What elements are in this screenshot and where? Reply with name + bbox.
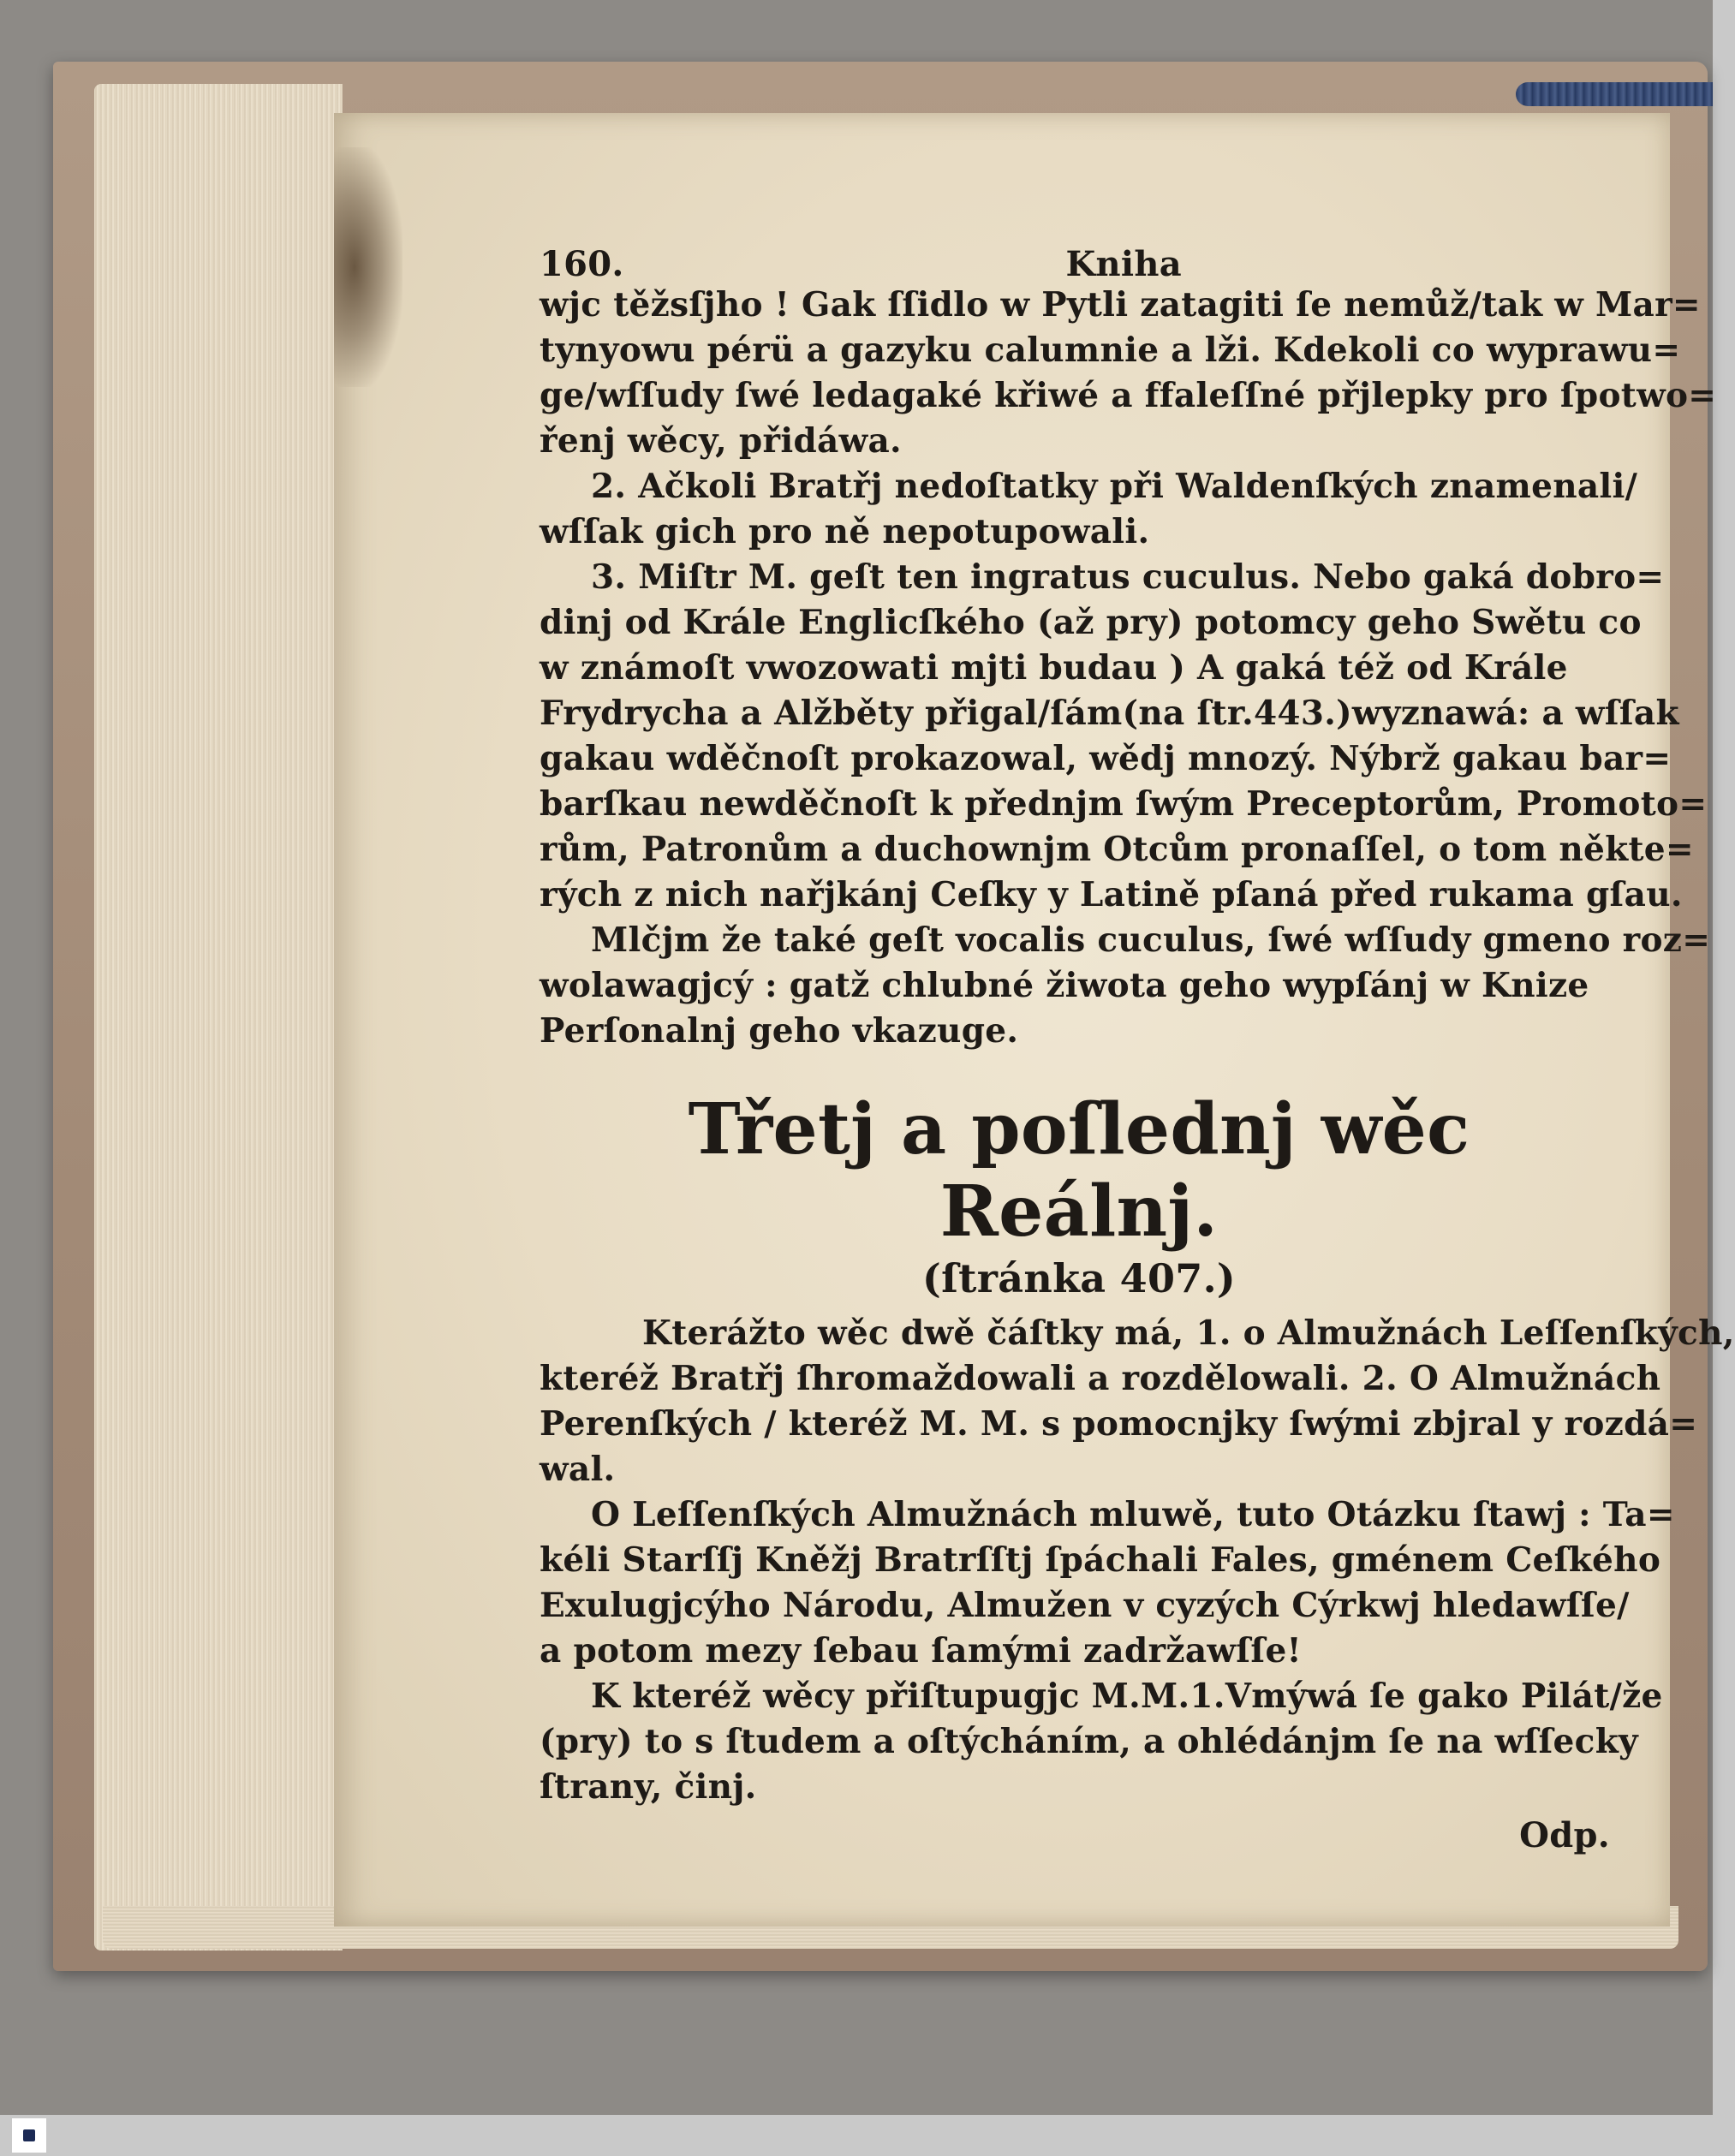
text-line: rům, Patronům a duchownjm Otcům pronaſſel, o tom někte= (540, 830, 1694, 869)
book-page (334, 113, 1735, 1927)
paragraph-1 (540, 283, 1717, 464)
text-line: wolawagjcý : gatž chlubné žiwota geho wypſánj w Knize (540, 966, 1589, 1005)
text-line: 3. Miſtr M. geſt ten ingratus cuculus. Nebo gaká dobro= (591, 557, 1665, 597)
library-mark (23, 2129, 35, 2141)
text-line: Frydrycha a Alžběty přigal/ſám(na ſtr.443.)wyznawá: a wſſak (540, 694, 1679, 733)
text-line: Perenſkých / kteréž M. M. s pomocnjky ſwými zbjral y rozdá= (540, 1404, 1698, 1444)
paragraph-4 (540, 918, 1711, 1054)
text-line: tynyowu pérü a gazyku calumnie a lži. Kdekoli co wyprawu= (540, 331, 1681, 370)
text-line: wſſak gich pro ně nepotupowali. (540, 512, 1150, 551)
text-line: Perſonalnj geho vkazuge. (540, 1011, 1019, 1051)
page-header (540, 241, 1182, 283)
running-head: Kniha (1065, 244, 1182, 284)
text-line: O Leſſenſkých Almužnách mluwě, tuto Otázku ſtawj : Ta= (591, 1495, 1675, 1534)
text-line: 2. Ačkoli Bratřj nedoſtatky při Waldenſkých znamenali/ (591, 467, 1638, 506)
text-line: řenj wěcy, přidáwa. (540, 421, 902, 461)
page-text (540, 241, 1735, 1861)
text-line: wal. (540, 1450, 616, 1489)
text-line: wjc těžsſjho ! Gak ſſidlo w Pytli zatagiti ſe nemůž/tak w Mar= (540, 285, 1701, 325)
page-edges (94, 84, 343, 1951)
text-line: w známoſt vwozowati mjti budau ) A gaká též od Krále (540, 648, 1568, 688)
page-stain (334, 147, 402, 387)
paragraph-6 (540, 1492, 1675, 1674)
text-line: kteréž Bratřj ſhromaždowali a rozdělowali. 2. O Almužnách (540, 1359, 1661, 1398)
catchword: Odp. (1519, 1815, 1610, 1855)
library-logo-icon (12, 2118, 46, 2153)
section-heading: Třetj a poſlednj wěc Reálnj. (688, 1088, 1470, 1253)
section-subheading: (ſtránka 407.) (922, 1255, 1236, 1301)
text-line: dinj od Krále Englicſkého (až pry) potomcy geho Swětu co (540, 603, 1642, 642)
text-line: rých z nich nařjkánj Ceſky y Latině pſaná před rukama gſau. (540, 875, 1683, 914)
viewer-footer (0, 2115, 1713, 2156)
paragraph-2 (540, 464, 1638, 555)
paragraph-3 (540, 555, 1708, 918)
text-line: a potom mezy ſebau ſamými zadržawſſe! (540, 1631, 1302, 1671)
text-line: kéli Starſſj Kněžj Bratrſſtj ſpáchali Fales, gménem Ceſkého (540, 1540, 1661, 1580)
text-line: Exulugjcýho Národu, Almužen v cyzých Cýrkwj hledawſſe/ (540, 1586, 1630, 1625)
text-line: K kteréž wěcy přiſtupugjc M.M.1.Vmýwá ſe gako Pilát/že (591, 1677, 1663, 1716)
text-line: gakau wděčnoſt prokazowal, wědj mnozý. Nýbrž gakau bar= (540, 739, 1672, 778)
text-line: ge/wſſudy ſwé ledagaké křiwé a ffaleſſné přjlepky pro ſpotwo= (540, 376, 1717, 415)
text-line: barſkau newděčnoſt k přednjm ſwým Preceptorům, Promoto= (540, 784, 1708, 824)
paragraph-5 (540, 1311, 1735, 1492)
bookmark-ribbon (1516, 82, 1713, 106)
text-line: Kterážto wěc dwě čáſtky má, 1. o Almužnách Leſſenſkých, (642, 1313, 1735, 1353)
text-line: ſtrany, činj. (540, 1767, 757, 1807)
page-number: 160. (540, 244, 624, 284)
text-line: Mlčjm že také geſt vocalis cuculus, ſwé wſſudy gmeno roz= (591, 920, 1711, 960)
text-line: (pry) to s ſtudem a oſtýcháním, a ohlédánjm ſe na wſſecky (540, 1722, 1638, 1761)
paragraph-7 (540, 1674, 1663, 1810)
